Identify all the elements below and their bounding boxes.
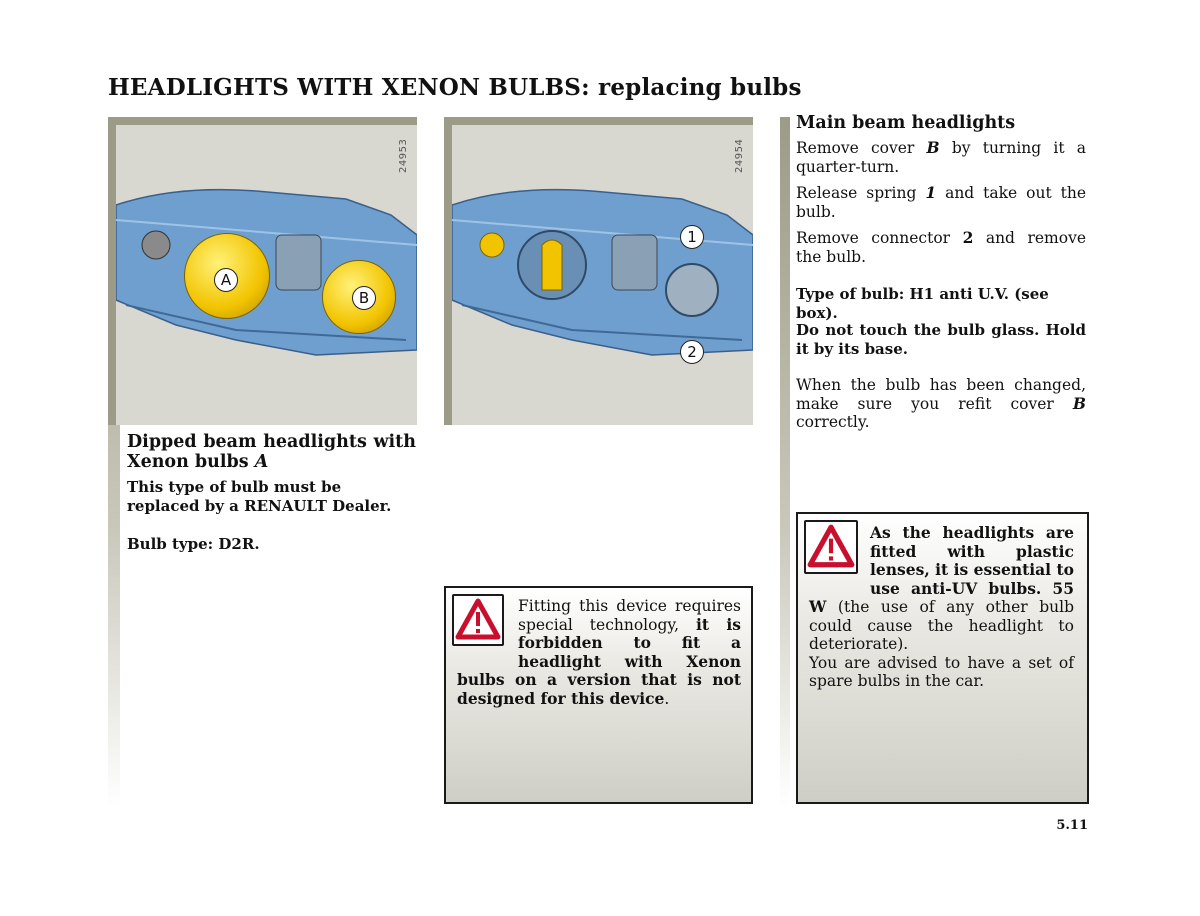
dipped-beam-heading-text: Dipped beam headlights with Xenon bulbs [127,432,416,472]
figure-number: 24954 [734,138,745,173]
step2-text-b: and take out the bulb. [796,184,1086,221]
step-release-spring [796,184,1086,221]
step1-text-b: by turning it a quarter-turn. [796,139,1086,176]
step3-ref: 2 [962,228,974,247]
xenon-warning-part2: it is forbidden to fit a headlight with Xenon bulbs on a version that is not designed for this device [457,614,741,708]
step3-text-a: Remove connector [796,229,963,247]
label-a-callout: A [214,268,238,292]
anti-uv-warning-text [809,524,1074,691]
anti-uv-rest: (the use of any other bulb could cause the headlight to deteriorate). [809,598,1074,653]
step-remove-cover [796,139,1086,176]
xenon-warning-text [457,597,741,708]
dipped-beam-heading-ref: A [254,452,269,472]
step1-text-a: Remove cover [796,139,927,157]
step2-ref: 1 [925,183,937,202]
page-title: HEADLIGHTS WITH XENON BULBS: replacing bulbs [108,74,802,101]
dealer-notice: This type of bulb must be replaced by a RENAULT Dealer. [127,478,392,515]
figure-main-beam [444,117,753,425]
bulb-type-d2r: Bulb type: D2R. [127,535,260,553]
figure-dipped-beam [108,117,417,425]
page-number: 5.11 [1056,818,1088,833]
label-b-callout: B [352,286,376,310]
xenon-warning-box [444,586,753,804]
label-2-callout: 2 [680,340,704,364]
anti-uv-warning-box [796,512,1089,804]
refit-text-a: When the bulb has been changed, make sure you refit cover [796,376,1086,413]
xenon-warning-part3: . [664,689,670,708]
refit-cover-text [796,376,1086,432]
anti-uv-bold: As the headlights are fitted with plastic lenses, it is essential to use anti-UV bulbs. 55 W [809,523,1074,616]
refit-ref: B [1072,393,1086,413]
step3-text-b: and remove the bulb. [796,229,1086,266]
right-column-shade [780,117,790,807]
dipped-beam-heading [127,432,416,472]
bulb-type-h1: Type of bulb: H1 anti U.V. (see box). [796,285,1049,322]
spare-bulbs-advice: You are advised to have a set of spare bulbs in the car. [809,653,1074,690]
step2-text-a: Release spring [796,184,926,202]
refit-text-b: correctly. [796,413,870,431]
main-beam-heading: Main beam headlights [796,113,1016,133]
step1-ref: B [926,138,940,157]
step-remove-connector [796,229,1086,266]
figure-number: 24953 [398,138,409,173]
glass-caution: Do not touch the bulb glass. Hold it by its base. [796,321,1086,358]
label-1-callout: 1 [680,225,704,249]
xenon-warning-part1: Fitting this device requires special technology, [518,597,741,634]
